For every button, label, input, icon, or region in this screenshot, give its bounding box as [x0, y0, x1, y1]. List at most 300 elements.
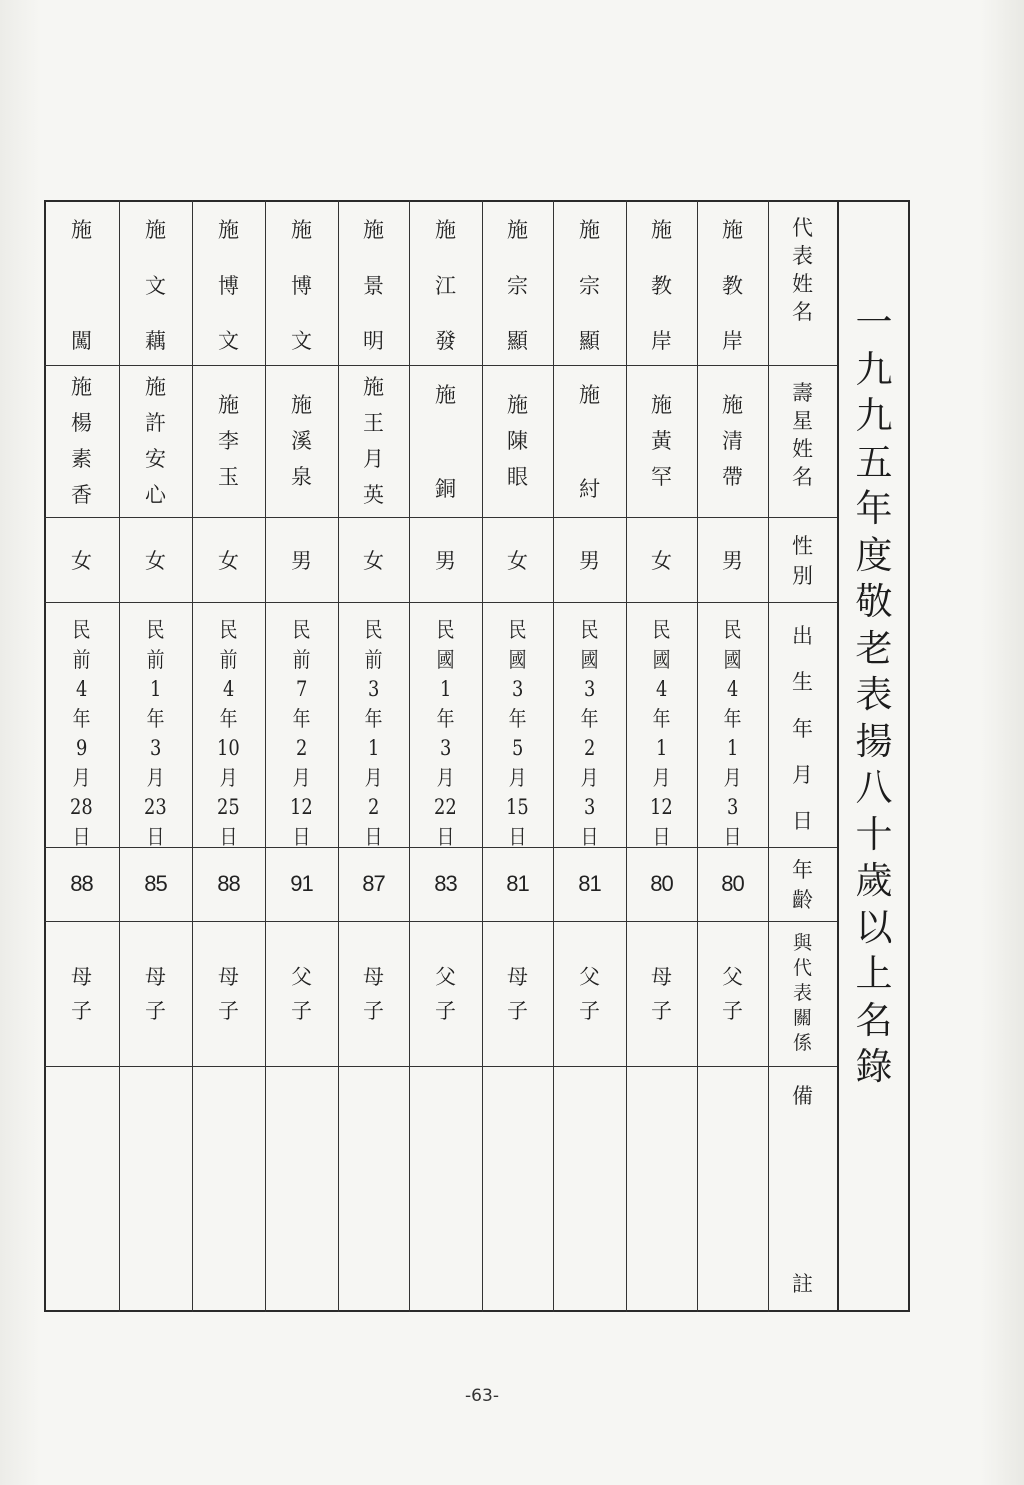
title-char: 度 [855, 533, 893, 577]
rep-name-cell-char: 施 [363, 218, 384, 242]
rep-name-cell-char: 施 [435, 218, 456, 242]
header-birth-date-char: 生 [792, 670, 813, 695]
rep-name-cell-char: 施 [71, 218, 92, 242]
notes-cell [338, 1066, 409, 1312]
relation-cell-char: 母 [507, 964, 528, 989]
title-char: 八 [855, 766, 893, 809]
age-cell [482, 847, 553, 921]
relation-cell-char: 父 [435, 964, 456, 989]
rep-name-cell-char: 明 [363, 329, 384, 353]
title-char: 錄 [855, 1045, 893, 1088]
birth-date-cell-char: 月 [508, 765, 527, 790]
age-cell-char: 81 [578, 871, 601, 896]
birth-date-cell-char: 年 [292, 706, 311, 731]
birth-date-cell-char: 12 [650, 795, 673, 819]
relation-cell-char: 子 [651, 998, 672, 1023]
birth-date-cell-char: 月 [364, 765, 383, 790]
rep-name-cell-char: 闖 [71, 329, 92, 353]
elder-name-cell-char: 施 [507, 393, 528, 417]
gender-cell-char: 女 [363, 548, 384, 573]
age-cell-char: 87 [362, 871, 385, 896]
birth-date-cell-char: 2 [583, 736, 596, 760]
rep-name-cell-char: 施 [218, 218, 239, 242]
birth-date-cell-char: 年 [652, 706, 671, 731]
birth-date-cell-char: 前 [146, 647, 165, 672]
birth-date-cell-char: 日 [508, 824, 527, 849]
document-title [845, 300, 903, 1091]
birth-date-cell-char: 1 [367, 736, 380, 760]
birth-date-cell-char: 4 [222, 677, 235, 701]
elder-name-cell-char: 黃 [651, 429, 672, 453]
birth-date-cell [409, 602, 482, 847]
rep-name-cell-char: 顯 [579, 329, 600, 353]
birth-date-cell-char: 28 [70, 795, 93, 819]
header-rep-name-char: 姓 [792, 272, 813, 296]
elder-name-cell-char: 泉 [291, 465, 312, 489]
gender-cell-char: 男 [579, 548, 600, 573]
header-elder-name-char: 姓 [792, 437, 813, 461]
gender-cell-char: 女 [218, 548, 239, 573]
gender-cell-char: 男 [435, 548, 456, 573]
rep-name-cell [626, 200, 697, 365]
gender-cell [192, 517, 265, 602]
rep-name-cell-char: 文 [218, 329, 239, 353]
header-gender-char: 性 [792, 533, 813, 558]
elder-name-cell [409, 365, 482, 517]
header-elder-name-char: 名 [792, 465, 813, 489]
birth-date-cell-char: 前 [364, 647, 383, 672]
birth-date-cell-char: 前 [72, 647, 91, 672]
elder-name-cell-char: 眼 [507, 465, 528, 489]
birth-date-cell-char: 前 [219, 647, 238, 672]
age-cell-char: 91 [290, 871, 313, 896]
relation-cell [338, 921, 409, 1066]
notes-cell [44, 1066, 119, 1312]
birth-date-cell-char: 10 [217, 736, 240, 760]
title-char: 歲 [855, 859, 893, 902]
title-char: 一 [855, 301, 893, 344]
header-birth-date-char: 月 [792, 762, 813, 787]
relation-cell-char: 子 [291, 998, 312, 1023]
birth-date-cell-char: 前 [292, 647, 311, 672]
birth-date-cell [265, 602, 338, 847]
relation-cell [265, 921, 338, 1066]
rep-name-cell-char: 文 [145, 273, 166, 298]
rep-name-cell-char: 施 [145, 218, 166, 242]
birth-date-cell [482, 602, 553, 847]
gender-cell-char: 女 [145, 548, 166, 573]
birth-date-cell-char: 3 [583, 677, 596, 701]
elder-name-cell-char: 安 [145, 447, 166, 471]
birth-date-cell [119, 602, 192, 847]
relation-cell-char: 母 [145, 964, 166, 989]
age-cell-char: 80 [721, 871, 744, 896]
relation-cell [482, 921, 553, 1066]
title-char: 表 [855, 673, 893, 716]
rep-name-cell-char: 景 [363, 273, 384, 298]
birth-date-cell-char: 4 [726, 677, 739, 701]
birth-date-cell-char: 15 [506, 795, 529, 819]
birth-date-cell-char: 日 [146, 824, 165, 849]
age-cell-char: 88 [217, 871, 240, 896]
age-cell [697, 847, 768, 921]
relation-cell-char: 母 [651, 964, 672, 989]
elder-name-cell-char: 施 [579, 383, 600, 407]
birth-date-cell-char: 年 [364, 706, 383, 731]
relation-cell-char: 子 [507, 998, 528, 1023]
header-elder-name-char: 壽 [792, 381, 813, 405]
age-cell [409, 847, 482, 921]
rep-name-cell-char: 文 [291, 329, 312, 353]
rep-name-cell-char: 施 [722, 218, 743, 242]
birth-date-cell-char: 1 [655, 736, 668, 760]
rep-name-cell-char: 博 [218, 273, 239, 298]
age-cell-char: 81 [506, 871, 529, 896]
birth-date-cell-char: 日 [580, 824, 599, 849]
birth-date-cell-char: 日 [292, 824, 311, 849]
birth-date-cell [192, 602, 265, 847]
header-age-char: 年 [792, 858, 813, 882]
rep-name-cell-char: 顯 [507, 329, 528, 353]
birth-date-cell-char: 年 [219, 706, 238, 731]
birth-date-cell-char: 3 [583, 795, 596, 819]
birth-date-cell-char: 25 [217, 795, 240, 819]
birth-date-cell-char: 年 [146, 706, 165, 731]
elder-name-cell-char: 溪 [291, 429, 312, 453]
elder-name-cell [482, 365, 553, 517]
header-age [768, 847, 837, 921]
elder-name-cell [626, 365, 697, 517]
relation-cell-char: 子 [579, 998, 600, 1023]
age-cell-char: 83 [434, 871, 457, 896]
birth-date-cell-char: 日 [364, 824, 383, 849]
title-char: 老 [855, 626, 893, 670]
title-char: 敬 [855, 580, 893, 623]
birth-date-cell-char: 國 [508, 647, 527, 672]
header-birth-date-char: 日 [792, 809, 813, 833]
birth-date-cell [553, 602, 626, 847]
elder-name-cell [338, 365, 409, 517]
birth-date-cell-char: 日 [436, 824, 455, 849]
rep-name-cell [265, 200, 338, 365]
birth-date-cell-char: 3 [439, 736, 452, 760]
page-number: -63- [465, 1386, 499, 1406]
elder-name-cell [697, 365, 768, 517]
birth-date-cell-char: 民 [723, 618, 742, 642]
elder-name-cell-char: 楊 [71, 411, 92, 435]
relation-cell-char: 子 [435, 998, 456, 1023]
birth-date-cell-char: 民 [292, 618, 311, 642]
birth-date-cell-char: 國 [436, 647, 455, 672]
elder-name-cell-char: 素 [71, 447, 92, 471]
notes-cell [553, 1066, 626, 1312]
elder-name-cell-char: 施 [145, 375, 166, 399]
birth-date-cell-char: 年 [436, 706, 455, 731]
rep-name-cell-char: 施 [579, 218, 600, 242]
header-notes-char: 備 [792, 1084, 813, 1108]
birth-date-cell-char: 日 [72, 824, 91, 849]
gender-cell [553, 517, 626, 602]
elder-name-cell-char: 罕 [651, 465, 672, 489]
age-cell [119, 847, 192, 921]
elder-name-cell-char: 銅 [435, 477, 456, 501]
title-char: 名 [855, 998, 893, 1042]
elder-name-cell-char: 月 [363, 447, 384, 471]
relation-cell-char: 父 [579, 964, 600, 989]
gender-cell-char: 女 [651, 548, 672, 573]
rep-name-cell [119, 200, 192, 365]
gender-cell [409, 517, 482, 602]
header-birth-date-char: 年 [792, 716, 813, 741]
relation-cell-char: 子 [722, 998, 743, 1023]
elder-name-cell-char: 陳 [507, 429, 528, 453]
relation-cell-char: 父 [291, 964, 312, 989]
notes-cell [482, 1066, 553, 1312]
notes-cell [409, 1066, 482, 1312]
birth-date-cell-char: 月 [723, 765, 742, 790]
rep-name-cell-char: 教 [722, 273, 743, 298]
rep-name-cell-char: 教 [651, 273, 672, 298]
birth-date-cell-char: 國 [580, 647, 599, 672]
birth-date-cell-char: 4 [655, 677, 668, 701]
birth-date-cell-char: 1 [726, 736, 739, 760]
birth-date-cell-char: 3 [726, 795, 739, 819]
elder-name-cell-char: 施 [291, 393, 312, 417]
birth-date-cell-char: 7 [295, 677, 308, 701]
elder-name-cell-char: 英 [363, 483, 384, 507]
birth-date-cell-char: 年 [580, 706, 599, 731]
birth-date-cell-char: 日 [723, 824, 742, 849]
birth-date-cell-char: 4 [75, 677, 88, 701]
birth-date-cell-char: 1 [439, 677, 452, 701]
birth-date-cell-char: 月 [292, 765, 311, 790]
rep-name-cell-char: 博 [291, 273, 312, 298]
header-rep-name-char: 表 [792, 244, 813, 268]
header-age-char: 齡 [792, 888, 813, 912]
title-char: 上 [855, 952, 893, 995]
relation-cell-char: 母 [71, 964, 92, 989]
header-notes [768, 1066, 837, 1312]
relation-cell [626, 921, 697, 1066]
relation-cell-char: 母 [218, 964, 239, 989]
rep-name-cell-char: 施 [507, 218, 528, 242]
relation-cell [44, 921, 119, 1066]
relation-cell [119, 921, 192, 1066]
birth-date-cell-char: 3 [367, 677, 380, 701]
header-birth-date [768, 602, 837, 847]
elder-name-cell [44, 365, 119, 517]
gender-cell [265, 517, 338, 602]
elder-name-cell-char: 施 [651, 393, 672, 417]
notes-cell [192, 1066, 265, 1312]
elder-name-cell-char: 王 [363, 411, 384, 435]
birth-date-cell-char: 9 [75, 736, 88, 760]
birth-date-cell-char: 民 [219, 618, 238, 642]
gender-cell-char: 女 [507, 548, 528, 573]
elder-name-cell-char: 玉 [218, 465, 239, 489]
rep-name-cell [553, 200, 626, 365]
birth-date-cell-char: 年 [508, 706, 527, 731]
elder-name-cell-char: 施 [722, 393, 743, 417]
relation-cell [553, 921, 626, 1066]
title-char: 十 [855, 812, 893, 856]
elder-name-cell-char: 心 [145, 483, 166, 507]
header-rep-name [768, 200, 837, 365]
rep-name-cell-char: 岸 [722, 329, 743, 353]
birth-date-cell-char: 國 [652, 647, 671, 672]
rep-name-cell [409, 200, 482, 365]
rep-name-cell [697, 200, 768, 365]
birth-date-cell-char: 月 [219, 765, 238, 790]
title-char: 以 [855, 905, 893, 949]
title-char: 年 [855, 487, 893, 530]
birth-date-cell [44, 602, 119, 847]
header-elder-name [768, 365, 837, 517]
relation-cell-char: 母 [363, 964, 384, 989]
elder-name-cell-char: 紂 [579, 477, 600, 501]
rep-name-cell [338, 200, 409, 365]
rep-name-cell-char: 施 [651, 218, 672, 242]
header-gender-char: 別 [792, 563, 813, 588]
birth-date-cell-char: 22 [434, 795, 457, 819]
gender-cell [119, 517, 192, 602]
birth-date-cell-char: 日 [219, 824, 238, 849]
birth-date-cell [626, 602, 697, 847]
birth-date-cell [697, 602, 768, 847]
rep-name-cell-char: 施 [291, 218, 312, 242]
birth-date-cell-char: 民 [580, 618, 599, 642]
elder-name-cell-char: 帶 [722, 465, 743, 489]
birth-date-cell-char: 月 [146, 765, 165, 790]
birth-date-cell-char: 3 [149, 736, 162, 760]
elder-name-cell-char: 施 [71, 375, 92, 399]
birth-date-cell-char: 年 [723, 706, 742, 731]
elder-name-cell-char: 香 [71, 483, 92, 507]
elder-name-cell [192, 365, 265, 517]
age-cell [626, 847, 697, 921]
notes-cell [265, 1066, 338, 1312]
relation-cell-char: 父 [722, 964, 743, 989]
title-char: 九 [855, 347, 893, 391]
birth-date-cell-char: 民 [652, 618, 671, 642]
rep-name-cell-char: 發 [435, 329, 456, 353]
birth-date-cell-char: 月 [652, 765, 671, 790]
header-gender [768, 517, 837, 602]
header-relation-char: 表 [792, 982, 812, 1004]
age-cell-char: 88 [70, 871, 93, 896]
birth-date-cell-char: 1 [149, 677, 162, 701]
relation-cell-char: 子 [145, 998, 166, 1023]
age-cell-char: 85 [144, 871, 167, 896]
relation-cell-char: 子 [363, 998, 384, 1023]
header-relation-char: 係 [792, 1032, 812, 1054]
header-rep-name-char: 代 [792, 216, 813, 240]
rep-name-cell-char: 宗 [579, 273, 600, 298]
header-relation-char: 代 [792, 957, 812, 979]
birth-date-cell-char: 2 [367, 795, 380, 819]
relation-cell [192, 921, 265, 1066]
elder-name-cell-char: 施 [435, 383, 456, 407]
notes-cell [119, 1066, 192, 1312]
birth-date-cell-char: 3 [511, 677, 524, 701]
elder-name-cell-char: 清 [722, 429, 743, 453]
relation-cell-char: 子 [218, 998, 239, 1023]
gender-cell-char: 女 [71, 548, 92, 573]
age-cell [265, 847, 338, 921]
relation-cell [409, 921, 482, 1066]
header-elder-name-char: 星 [792, 409, 813, 433]
birth-date-cell [338, 602, 409, 847]
birth-date-cell-char: 民 [508, 618, 527, 642]
rep-name-cell-char: 宗 [507, 273, 528, 298]
elder-name-cell [265, 365, 338, 517]
header-birth-date-char: 出 [792, 624, 813, 648]
birth-date-cell-char: 國 [723, 647, 742, 672]
elder-name-cell [553, 365, 626, 517]
elder-name-cell-char: 李 [218, 429, 239, 453]
age-cell [192, 847, 265, 921]
relation-cell-char: 子 [71, 998, 92, 1023]
birth-date-cell-char: 年 [72, 706, 91, 731]
birth-date-cell-char: 23 [144, 795, 167, 819]
gender-cell-char: 男 [722, 548, 743, 573]
birth-date-cell-char: 12 [290, 795, 313, 819]
notes-cell [697, 1066, 768, 1312]
rep-name-cell [192, 200, 265, 365]
rep-name-cell [482, 200, 553, 365]
birth-date-cell-char: 民 [146, 618, 165, 642]
birth-date-cell-char: 2 [295, 736, 308, 760]
notes-cell [626, 1066, 697, 1312]
gender-cell [697, 517, 768, 602]
relation-cell [697, 921, 768, 1066]
rep-name-cell-char: 藕 [145, 329, 166, 353]
birth-date-cell-char: 5 [511, 736, 524, 760]
birth-date-cell-char: 月 [72, 765, 91, 790]
elder-name-cell [119, 365, 192, 517]
elder-name-cell-char: 施 [363, 375, 384, 399]
header-relation-char: 關 [792, 1007, 812, 1029]
age-cell [338, 847, 409, 921]
age-cell [44, 847, 119, 921]
birth-date-cell-char: 民 [364, 618, 383, 642]
header-rep-name-char: 名 [792, 300, 813, 324]
birth-date-cell-char: 民 [436, 618, 455, 642]
gender-cell-char: 男 [291, 548, 312, 573]
age-cell-char: 80 [650, 871, 673, 896]
header-relation [768, 921, 837, 1066]
gender-cell [338, 517, 409, 602]
rep-name-cell-char: 岸 [651, 329, 672, 353]
birth-date-cell-char: 月 [436, 765, 455, 790]
age-cell [553, 847, 626, 921]
title-char: 五 [855, 440, 893, 484]
elder-name-cell-char: 許 [145, 411, 166, 435]
gender-cell [482, 517, 553, 602]
birth-date-cell-char: 月 [580, 765, 599, 790]
title-char: 揚 [855, 719, 893, 763]
birth-date-cell-char: 日 [652, 824, 671, 849]
elder-name-cell-char: 施 [218, 393, 239, 417]
rep-name-cell-char: 江 [435, 273, 456, 298]
title-char: 九 [855, 394, 893, 437]
header-relation-char: 與 [792, 932, 812, 954]
rep-name-cell [44, 200, 119, 365]
gender-cell [44, 517, 119, 602]
birth-date-cell-char: 民 [72, 618, 91, 642]
header-notes-char: 註 [792, 1272, 813, 1296]
gender-cell [626, 517, 697, 602]
